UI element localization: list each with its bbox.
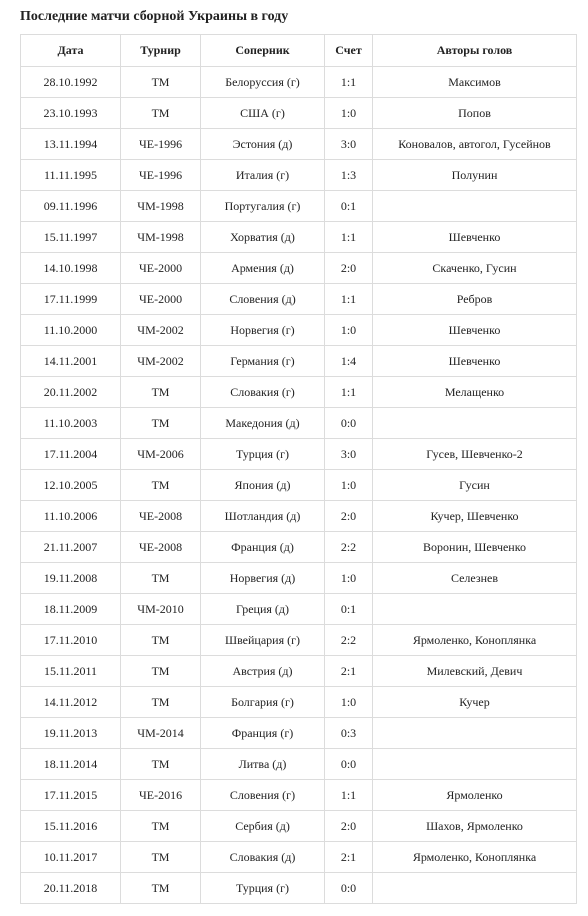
table-row bbox=[21, 873, 577, 904]
cell-score: 1:0 bbox=[325, 470, 373, 501]
table-row bbox=[21, 129, 577, 160]
cell-date: 11.10.2003 bbox=[21, 408, 121, 439]
cell-score: 1:3 bbox=[325, 160, 373, 191]
cell-tournament: ЧМ-2002 bbox=[121, 315, 201, 346]
cell-date: 11.11.1995 bbox=[21, 160, 121, 191]
cell-opponent: Словения (г) bbox=[201, 780, 325, 811]
cell-authors: Воронин, Шевченко bbox=[373, 532, 577, 563]
header-authors: Авторы голов bbox=[373, 35, 577, 67]
cell-tournament: ТМ bbox=[121, 811, 201, 842]
cell-authors: Максимов bbox=[373, 67, 577, 98]
cell-authors: Ярмоленко bbox=[373, 780, 577, 811]
cell-date: 11.10.2000 bbox=[21, 315, 121, 346]
cell-score: 1:0 bbox=[325, 687, 373, 718]
cell-date: 17.11.1999 bbox=[21, 284, 121, 315]
cell-score: 1:4 bbox=[325, 346, 373, 377]
table-row bbox=[21, 842, 577, 873]
cell-score: 1:0 bbox=[325, 315, 373, 346]
cell-opponent: Хорватия (д) bbox=[201, 222, 325, 253]
cell-score: 2:2 bbox=[325, 625, 373, 656]
cell-authors: Коновалов, автогол, Гусейнов bbox=[373, 129, 577, 160]
cell-authors: Шевченко bbox=[373, 315, 577, 346]
cell-score: 2:2 bbox=[325, 532, 373, 563]
header-tournament: Турнир bbox=[121, 35, 201, 67]
header-date: Дата bbox=[21, 35, 121, 67]
cell-date: 23.10.1993 bbox=[21, 98, 121, 129]
cell-opponent: Словакия (д) bbox=[201, 842, 325, 873]
cell-tournament: ТМ bbox=[121, 67, 201, 98]
cell-authors bbox=[373, 873, 577, 904]
table-row bbox=[21, 594, 577, 625]
cell-authors: Шахов, Ярмоленко bbox=[373, 811, 577, 842]
cell-date: 21.11.2007 bbox=[21, 532, 121, 563]
cell-date: 15.11.1997 bbox=[21, 222, 121, 253]
cell-date: 13.11.1994 bbox=[21, 129, 121, 160]
table-row bbox=[21, 439, 577, 470]
cell-tournament: ЧЕ-2000 bbox=[121, 253, 201, 284]
cell-authors: Попов bbox=[373, 98, 577, 129]
cell-tournament: ТМ bbox=[121, 408, 201, 439]
cell-tournament: ЧЕ-1996 bbox=[121, 160, 201, 191]
cell-score: 0:1 bbox=[325, 191, 373, 222]
cell-date: 17.11.2010 bbox=[21, 625, 121, 656]
table-row bbox=[21, 656, 577, 687]
cell-tournament: ЧЕ-1996 bbox=[121, 129, 201, 160]
cell-opponent: Армения (д) bbox=[201, 253, 325, 284]
cell-score: 1:1 bbox=[325, 284, 373, 315]
table-row bbox=[21, 315, 577, 346]
table-row bbox=[21, 377, 577, 408]
table-row bbox=[21, 811, 577, 842]
cell-tournament: ЧЕ-2000 bbox=[121, 284, 201, 315]
cell-authors: Шевченко bbox=[373, 346, 577, 377]
cell-score: 1:0 bbox=[325, 98, 373, 129]
table-row bbox=[21, 501, 577, 532]
cell-opponent: Литва (д) bbox=[201, 749, 325, 780]
cell-authors bbox=[373, 749, 577, 780]
cell-tournament: ЧЕ-2008 bbox=[121, 532, 201, 563]
table-row bbox=[21, 253, 577, 284]
cell-score: 1:1 bbox=[325, 67, 373, 98]
cell-opponent: Болгария (г) bbox=[201, 687, 325, 718]
table-row bbox=[21, 67, 577, 98]
table-row bbox=[21, 408, 577, 439]
cell-opponent: Италия (г) bbox=[201, 160, 325, 191]
cell-authors bbox=[373, 718, 577, 749]
cell-authors: Селезнев bbox=[373, 563, 577, 594]
cell-authors: Милевский, Девич bbox=[373, 656, 577, 687]
table-row bbox=[21, 191, 577, 222]
cell-date: 17.11.2004 bbox=[21, 439, 121, 470]
cell-opponent: Белоруссия (г) bbox=[201, 67, 325, 98]
cell-date: 14.11.2001 bbox=[21, 346, 121, 377]
cell-opponent: Словения (д) bbox=[201, 284, 325, 315]
cell-tournament: ТМ bbox=[121, 625, 201, 656]
cell-opponent: Греция (д) bbox=[201, 594, 325, 625]
cell-tournament: ЧЕ-2008 bbox=[121, 501, 201, 532]
cell-score: 1:1 bbox=[325, 377, 373, 408]
cell-score: 2:0 bbox=[325, 253, 373, 284]
cell-score: 1:1 bbox=[325, 780, 373, 811]
table-row bbox=[21, 284, 577, 315]
cell-opponent: Норвегия (г) bbox=[201, 315, 325, 346]
cell-score: 2:1 bbox=[325, 656, 373, 687]
cell-tournament: ТМ bbox=[121, 377, 201, 408]
table-row bbox=[21, 532, 577, 563]
cell-date: 28.10.1992 bbox=[21, 67, 121, 98]
cell-authors: Полунин bbox=[373, 160, 577, 191]
cell-tournament: ТМ bbox=[121, 873, 201, 904]
table-row bbox=[21, 625, 577, 656]
cell-opponent: Германия (г) bbox=[201, 346, 325, 377]
cell-authors: Гусев, Шевченко-2 bbox=[373, 439, 577, 470]
header-opponent: Соперник bbox=[201, 35, 325, 67]
cell-score: 0:0 bbox=[325, 408, 373, 439]
cell-score: 3:0 bbox=[325, 439, 373, 470]
cell-date: 09.11.1996 bbox=[21, 191, 121, 222]
cell-opponent: Шотландия (д) bbox=[201, 501, 325, 532]
cell-opponent: Македония (д) bbox=[201, 408, 325, 439]
cell-opponent: США (г) bbox=[201, 98, 325, 129]
cell-authors: Ярмоленко, Коноплянка bbox=[373, 625, 577, 656]
cell-date: 18.11.2014 bbox=[21, 749, 121, 780]
cell-date: 15.11.2016 bbox=[21, 811, 121, 842]
cell-score: 2:1 bbox=[325, 842, 373, 873]
cell-date: 14.11.2012 bbox=[21, 687, 121, 718]
cell-tournament: ТМ bbox=[121, 687, 201, 718]
cell-opponent: Франция (г) bbox=[201, 718, 325, 749]
cell-authors: Шевченко bbox=[373, 222, 577, 253]
cell-tournament: ЧМ-1998 bbox=[121, 222, 201, 253]
cell-tournament: ТМ bbox=[121, 98, 201, 129]
cell-score: 2:0 bbox=[325, 501, 373, 532]
cell-tournament: ТМ bbox=[121, 842, 201, 873]
table-row bbox=[21, 346, 577, 377]
table-row bbox=[21, 749, 577, 780]
table-header-row bbox=[21, 35, 577, 67]
cell-score: 2:0 bbox=[325, 811, 373, 842]
cell-opponent: Португалия (г) bbox=[201, 191, 325, 222]
cell-authors bbox=[373, 191, 577, 222]
cell-authors bbox=[373, 408, 577, 439]
table-row bbox=[21, 718, 577, 749]
table-row bbox=[21, 98, 577, 129]
cell-score: 0:0 bbox=[325, 873, 373, 904]
cell-authors: Скаченко, Гусин bbox=[373, 253, 577, 284]
cell-opponent: Турция (г) bbox=[201, 873, 325, 904]
cell-score: 1:0 bbox=[325, 563, 373, 594]
cell-opponent: Франция (д) bbox=[201, 532, 325, 563]
cell-opponent: Швейцария (г) bbox=[201, 625, 325, 656]
cell-authors: Мелащенко bbox=[373, 377, 577, 408]
cell-date: 18.11.2009 bbox=[21, 594, 121, 625]
cell-tournament: ЧМ-2014 bbox=[121, 718, 201, 749]
cell-opponent: Австрия (д) bbox=[201, 656, 325, 687]
cell-date: 20.11.2002 bbox=[21, 377, 121, 408]
table-body bbox=[21, 67, 577, 904]
cell-tournament: ЧМ-1998 bbox=[121, 191, 201, 222]
cell-score: 0:0 bbox=[325, 749, 373, 780]
cell-opponent: Япония (д) bbox=[201, 470, 325, 501]
cell-tournament: ТМ bbox=[121, 470, 201, 501]
cell-date: 14.10.1998 bbox=[21, 253, 121, 284]
cell-authors: Кучер, Шевченко bbox=[373, 501, 577, 532]
page-title: Последние матчи сборной Украины в году bbox=[20, 9, 289, 24]
cell-date: 19.11.2013 bbox=[21, 718, 121, 749]
cell-date: 15.11.2011 bbox=[21, 656, 121, 687]
cell-tournament: ЧМ-2010 bbox=[121, 594, 201, 625]
cell-opponent: Турция (г) bbox=[201, 439, 325, 470]
table-row bbox=[21, 222, 577, 253]
cell-authors: Гусин bbox=[373, 470, 577, 501]
cell-tournament: ТМ bbox=[121, 563, 201, 594]
cell-date: 10.11.2017 bbox=[21, 842, 121, 873]
cell-authors: Ребров bbox=[373, 284, 577, 315]
table-row bbox=[21, 687, 577, 718]
table-row bbox=[21, 470, 577, 501]
table-row bbox=[21, 563, 577, 594]
cell-authors: Ярмоленко, Коноплянка bbox=[373, 842, 577, 873]
cell-score: 1:1 bbox=[325, 222, 373, 253]
cell-opponent: Эстония (д) bbox=[201, 129, 325, 160]
cell-date: 12.10.2005 bbox=[21, 470, 121, 501]
header-score: Счет bbox=[325, 35, 373, 67]
cell-date: 17.11.2015 bbox=[21, 780, 121, 811]
cell-opponent: Норвегия (д) bbox=[201, 563, 325, 594]
cell-authors bbox=[373, 594, 577, 625]
cell-score: 0:3 bbox=[325, 718, 373, 749]
table-row bbox=[21, 160, 577, 191]
cell-tournament: ЧМ-2002 bbox=[121, 346, 201, 377]
table-row bbox=[21, 780, 577, 811]
cell-score: 3:0 bbox=[325, 129, 373, 160]
cell-tournament: ЧМ-2006 bbox=[121, 439, 201, 470]
cell-opponent: Словакия (г) bbox=[201, 377, 325, 408]
cell-tournament: ЧЕ-2016 bbox=[121, 780, 201, 811]
cell-tournament: ТМ bbox=[121, 749, 201, 780]
cell-date: 19.11.2008 bbox=[21, 563, 121, 594]
cell-authors: Кучер bbox=[373, 687, 577, 718]
cell-date: 11.10.2006 bbox=[21, 501, 121, 532]
matches-table bbox=[20, 34, 577, 904]
cell-opponent: Сербия (д) bbox=[201, 811, 325, 842]
cell-score: 0:1 bbox=[325, 594, 373, 625]
cell-date: 20.11.2018 bbox=[21, 873, 121, 904]
cell-tournament: ТМ bbox=[121, 656, 201, 687]
